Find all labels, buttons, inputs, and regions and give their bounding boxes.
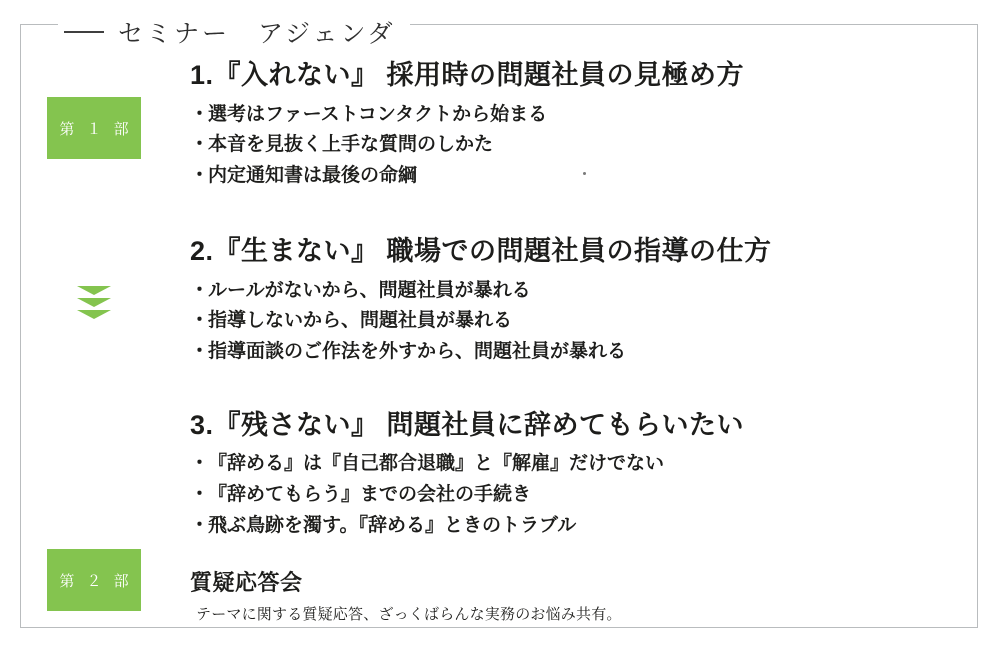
list-item: ・ 本音を見抜く上手な質問のしかた (190, 130, 970, 161)
list-item: ・ 『辞める』は『自己都合退職』と『解雇』だけでない (190, 449, 970, 480)
agenda-content (190, 58, 970, 650)
list-item: ・ 指導しないから、問題社員が暴れる (190, 306, 970, 337)
list-item: ・ 指導面談のご作法を外すから、問題社員が暴れる (190, 337, 970, 368)
badge-part-1-label: 第 １ 部 (59, 120, 133, 138)
section-2-bullets (190, 276, 970, 368)
list-item: ・ ルールがないから、問題社員が暴れる (190, 276, 970, 307)
list-item: ・ 『辞めてもらう』までの会社の手続き (190, 480, 970, 511)
page-title: セミナー アジェンダ (118, 20, 396, 48)
badge-part-2-label: 第 ２ 部 (59, 572, 133, 590)
qa-section (190, 566, 970, 624)
chevron-down-icon (47, 282, 141, 326)
slide-title (58, 12, 410, 52)
section-3-bullets (190, 449, 970, 541)
list-item: ・ 選考はファーストコンタクトから始まる (190, 100, 970, 131)
badge-part-2 (47, 549, 141, 611)
section-3-heading: 3.『残さない』 問題社員に辞めてもらいたい (190, 409, 745, 440)
section-1-bullets (190, 100, 970, 192)
chevron-1 (77, 286, 111, 295)
list-item: ・ 飛ぶ鳥跡を濁す。『辞める』ときのトラブル (190, 511, 970, 542)
list-item: ・ 内定通知書は最後の命綱 (190, 161, 970, 192)
section-2-heading: 2.『生まない』 職場での問題社員の指導の仕方 (190, 235, 772, 266)
qa-subtext: テーマに関する質疑応答、ざっくばらんな実務のお悩み共有。 (196, 605, 622, 623)
qa-heading: 質疑応答会 (190, 569, 303, 595)
section-1-heading: 1.『入れない』 採用時の問題社員の見極め方 (190, 60, 745, 90)
chevron-2 (77, 298, 111, 307)
chevron-3 (77, 310, 111, 319)
agenda-section-1 (190, 58, 970, 192)
agenda-section-2 (190, 234, 970, 368)
title-rule (64, 31, 104, 33)
badge-part-1 (47, 97, 141, 159)
agenda-section-3 (190, 408, 970, 542)
